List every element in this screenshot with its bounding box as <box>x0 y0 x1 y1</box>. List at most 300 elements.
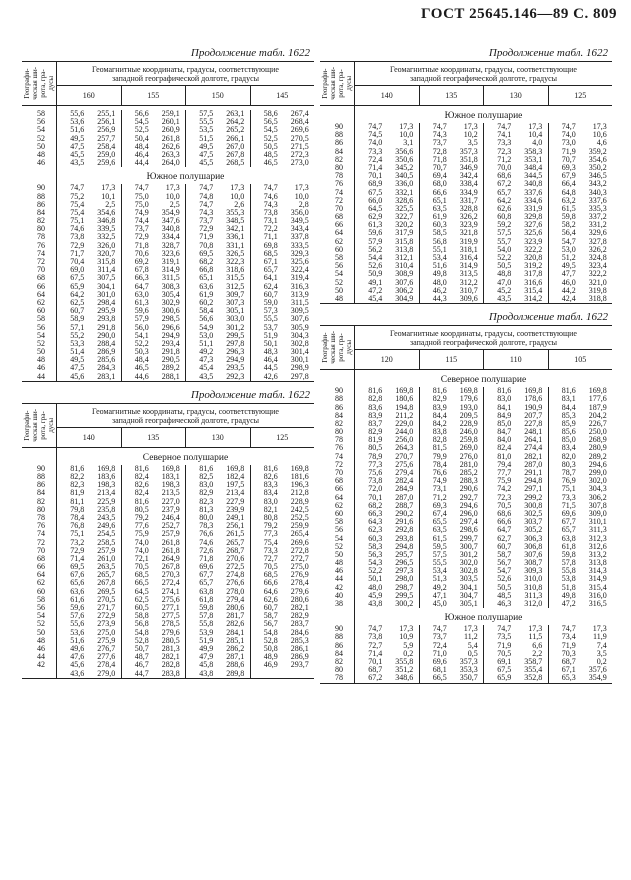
geomagnetic-longitude: 17,3 <box>528 122 543 131</box>
geomagnetic-longitude: 300,2 <box>395 599 414 608</box>
geomagnetic-longitude: 345,2 <box>395 162 414 172</box>
geomagnetic-latitude: 72,8 <box>432 146 447 156</box>
geomagnetic-latitude: 46,4 <box>134 149 149 159</box>
latitude-value: 58 <box>37 109 45 118</box>
geomagnetic-longitude: 305,1 <box>226 306 245 316</box>
longitude-cells <box>355 86 612 105</box>
geomagnetic-latitude: 50,5 <box>497 261 512 271</box>
geomagnetic-latitude: 74,6 <box>199 537 214 547</box>
geomagnetic-longitude: 312,6 <box>588 541 607 551</box>
geomagnetic-longitude: 350,7 <box>459 673 478 683</box>
value-pair <box>186 670 250 678</box>
geomagnetic-latitude: 57,9 <box>368 236 383 246</box>
value-column <box>250 465 315 678</box>
geomagnetic-longitude: 256,1 <box>226 521 245 531</box>
geomagnetic-latitude: 63,6 <box>199 281 214 291</box>
geomagnetic-longitude: 239,9 <box>226 504 245 514</box>
geomagnetic-longitude: 298,5 <box>161 314 180 324</box>
geomagnetic-longitude: 304,3 <box>290 330 309 340</box>
longitude-cell: 130 <box>483 86 548 105</box>
geomagnetic-longitude: 279,4 <box>395 468 414 477</box>
geomagnetic-latitude: 56,8 <box>134 619 149 629</box>
longitude-cell: 105 <box>548 350 613 369</box>
geomagnetic-longitude: 260,1 <box>161 117 180 127</box>
table-block <box>22 46 314 382</box>
geomagnetic-latitude: 61,3 <box>368 220 383 230</box>
longitude-header <box>57 404 314 447</box>
latitude-value: 46 <box>37 158 45 168</box>
geomagnetic-latitude: 73,0 <box>561 138 576 148</box>
geomagnetic-latitude: 73,4 <box>561 632 576 642</box>
table-body <box>320 106 612 303</box>
latitude-value: 50 <box>37 141 45 151</box>
geomagnetic-longitude: 17,3 <box>399 624 414 634</box>
geomagnetic-latitude: 63,0 <box>134 289 149 299</box>
geomagnetic-longitude: 342,1 <box>226 224 245 234</box>
geomagnetic-longitude: 302,5 <box>524 508 543 518</box>
geomagnetic-longitude: 283,7 <box>290 619 309 629</box>
geomagnetic-latitude: 55,8 <box>561 566 576 576</box>
geomagnetic-latitude: 80,8 <box>263 512 278 522</box>
value-pair <box>355 295 419 303</box>
geomagnetic-longitude: 297,8 <box>226 338 245 348</box>
geomagnetic-longitude: 281,0 <box>459 459 478 469</box>
geomagnetic-latitude: 55,7 <box>497 236 512 246</box>
geomagnetic-latitude: 52,6 <box>497 574 512 584</box>
longitude-cell: 140 <box>82 432 95 442</box>
geomagnetic-longitude: 269,0 <box>459 443 478 453</box>
value-pair <box>484 600 548 608</box>
geomagnetic-latitude: 45,0 <box>432 599 447 608</box>
geomagnetic-longitude: 259,8 <box>459 435 478 445</box>
table-header <box>22 404 314 448</box>
geomagnetic-longitude: 282,8 <box>161 660 180 670</box>
geomagnetic-longitude: 353,3 <box>459 665 478 675</box>
latitude-value: 84 <box>37 207 45 217</box>
latitude-value: 82 <box>335 656 343 666</box>
geomagnetic-longitude: 357,3 <box>459 656 478 666</box>
geomagnetic-longitude: 190,9 <box>524 402 543 412</box>
geomagnetic-longitude: 323,6 <box>161 248 180 258</box>
longitude-cell: 135 <box>121 428 186 447</box>
geomagnetic-latitude: 64,3 <box>368 517 383 527</box>
geomagnetic-longitude: 270,5 <box>290 133 309 143</box>
geomagnetic-latitude: 49,5 <box>561 261 576 271</box>
geomagnetic-longitude: 314,9 <box>161 265 180 275</box>
geomagnetic-latitude: 47,2 <box>368 285 383 295</box>
geomagnetic-longitude: 353,1 <box>524 154 543 164</box>
geomagnetic-longitude: 328,8 <box>459 203 478 213</box>
geomagnetic-latitude: 71,4 <box>70 553 85 563</box>
geomagnetic-latitude: 45,6 <box>70 660 85 670</box>
latitude-value: 38 <box>335 599 343 608</box>
geomagnetic-longitude: 280,5 <box>161 635 180 645</box>
table-header <box>320 62 612 106</box>
latitude-value: 90 <box>37 463 45 473</box>
geomagnetic-longitude: 335,3 <box>588 203 607 213</box>
geomagnetic-latitude: 65,7 <box>561 525 576 535</box>
geomagnetic-longitude: 329,8 <box>524 212 543 222</box>
geomagnetic-latitude: 84,9 <box>497 410 512 420</box>
value-pair <box>549 674 613 682</box>
geomagnetic-longitude: 325,5 <box>395 203 414 213</box>
geomagnetic-latitude: 74,3 <box>263 199 278 209</box>
geomagnetic-latitude: 59,0 <box>263 297 278 307</box>
geomagnetic-latitude: 52,2 <box>134 338 149 348</box>
geomagnetic-longitude: 308,3 <box>161 281 180 291</box>
latitude-value: 58 <box>335 517 343 527</box>
geomagnetic-longitude: 177,6 <box>588 394 607 404</box>
latitude-value: 78 <box>37 232 45 242</box>
value-column <box>121 465 186 678</box>
geomagnetic-latitude: 82,4 <box>134 488 149 498</box>
geomagnetic-latitude: 81,6 <box>561 386 576 396</box>
geomagnetic-longitude: 340,5 <box>395 171 414 181</box>
geomagnetic-latitude: 57,5 <box>497 228 512 238</box>
geomagnetic-latitude: 53,8 <box>561 574 576 584</box>
geomagnetic-latitude: 77,3 <box>263 529 278 539</box>
geomagnetic-longitude: 284,6 <box>290 627 309 637</box>
geomagnetic-longitude: 10,0 <box>165 191 180 201</box>
geomagnetic-longitude: 279,6 <box>161 627 180 637</box>
geomagnetic-latitude: 46,5 <box>263 158 278 168</box>
geomagnetic-longitude: 10,0 <box>230 191 245 201</box>
geomagnetic-latitude: 56,6 <box>199 314 214 324</box>
value-column <box>185 465 250 678</box>
geomagnetic-latitude: 81,9 <box>368 435 383 445</box>
geomagnetic-latitude: 62,6 <box>263 594 278 604</box>
geomagnetic-latitude: 45,6 <box>70 371 85 381</box>
latitude-value: 46 <box>37 643 45 653</box>
value-columns <box>355 106 612 303</box>
geomagnetic-latitude: 58,4 <box>199 306 214 316</box>
geomagnetic-longitude: 306,3 <box>524 533 543 543</box>
geomagnetic-latitude: 70,5 <box>497 648 512 658</box>
geomagnetic-latitude: 69,3 <box>561 162 576 172</box>
data-table <box>320 325 612 683</box>
geomagnetic-longitude: 259,1 <box>161 109 180 118</box>
geomagnetic-latitude: 74,7 <box>263 183 278 193</box>
latitude-value: 52 <box>335 541 343 551</box>
geomagnetic-latitude: 73,5 <box>497 632 512 642</box>
geomagnetic-longitude: 277,1 <box>161 603 180 612</box>
latitude-value: 48 <box>37 149 45 159</box>
header-span: Геомагнитные координаты, градусы, соответствующие западной географической долготе, градусы <box>355 62 612 86</box>
geomagnetic-longitude: 339,5 <box>97 224 116 234</box>
geomagnetic-latitude: 81,1 <box>70 496 85 506</box>
geomagnetic-latitude: 74,3 <box>432 130 447 140</box>
geomagnetic-latitude: 74,7 <box>199 183 214 193</box>
geomagnetic-latitude: 65,1 <box>432 195 447 205</box>
latitude-value: 80 <box>335 162 343 172</box>
geomagnetic-latitude: 47,5 <box>70 141 85 151</box>
geomagnetic-longitude: 288,1 <box>161 371 180 381</box>
geomagnetic-longitude: 6,6 <box>532 640 543 650</box>
geomagnetic-latitude: 72,6 <box>199 545 214 555</box>
geomagnetic-latitude: 74,2 <box>497 484 512 494</box>
geomagnetic-longitude: 304,9 <box>395 293 414 303</box>
geomagnetic-latitude: 71,9 <box>561 146 576 156</box>
left-column <box>22 46 314 679</box>
latitude-value: 46 <box>335 566 343 576</box>
geomagnetic-latitude: 67,1 <box>561 665 576 675</box>
geomagnetic-latitude: 50,5 <box>263 141 278 151</box>
latitude-value: 78 <box>335 673 343 683</box>
geomagnetic-longitude: 4,0 <box>532 138 543 148</box>
geomagnetic-latitude: 61,5 <box>561 203 576 213</box>
geomagnetic-longitude: 268,5 <box>226 158 245 168</box>
geomagnetic-latitude: 67,5 <box>368 187 383 197</box>
geomagnetic-longitude: 259,9 <box>290 521 309 531</box>
geomagnetic-longitude: 315,5 <box>226 273 245 283</box>
latitude-value: 46 <box>37 363 45 373</box>
geomagnetic-longitude: 277,5 <box>161 611 180 621</box>
section-grid <box>355 374 612 682</box>
geomagnetic-latitude: 64,5 <box>134 586 149 596</box>
geomagnetic-longitude: 17,3 <box>463 122 478 131</box>
geomagnetic-latitude: 68,6 <box>497 171 512 181</box>
latitude-value: 74 <box>335 451 343 461</box>
geomagnetic-latitude: 55,2 <box>70 330 85 340</box>
geomagnetic-latitude: 67,6 <box>70 570 85 580</box>
geomagnetic-longitude: 305,4 <box>161 289 180 299</box>
geomagnetic-longitude: 300,6 <box>161 306 180 316</box>
geomagnetic-longitude: 311,5 <box>162 273 180 283</box>
geomagnetic-latitude: 59,6 <box>70 603 85 612</box>
geomagnetic-longitude: 261,0 <box>97 553 116 563</box>
geomagnetic-latitude: 43,8 <box>199 668 214 678</box>
geomagnetic-latitude: 54,1 <box>134 330 149 340</box>
geomagnetic-latitude: 71,2 <box>497 154 512 164</box>
geomagnetic-longitude: 297,4 <box>459 517 478 527</box>
geomagnetic-latitude: 59,2 <box>497 220 512 230</box>
geomagnetic-longitude: 179,6 <box>459 394 478 404</box>
geomagnetic-latitude: 66,3 <box>368 508 383 518</box>
geomagnetic-latitude: 64,2 <box>497 195 512 205</box>
geomagnetic-longitude: 297,3 <box>395 566 414 576</box>
table-caption: Продолжение табл. 1622 <box>488 47 608 59</box>
geomagnetic-longitude: 313,8 <box>588 558 607 568</box>
geomagnetic-longitude: 357,3 <box>459 146 478 156</box>
geomagnetic-latitude: 45,9 <box>368 590 383 600</box>
section-header: Южное полушарие <box>444 613 523 624</box>
geomagnetic-longitude: 293,4 <box>161 338 180 348</box>
geomagnetic-latitude: 48,4 <box>134 141 149 151</box>
geomagnetic-longitude: 279,4 <box>226 594 245 604</box>
section-grid <box>57 110 314 381</box>
geomagnetic-latitude: 49,6 <box>70 643 85 653</box>
geomagnetic-latitude: 43,8 <box>368 599 383 608</box>
geomagnetic-latitude: 70,3 <box>561 648 576 658</box>
geomagnetic-latitude: 82,4 <box>497 443 512 453</box>
geomagnetic-latitude: 55,6 <box>70 619 85 629</box>
geomagnetic-latitude: 75,1 <box>561 484 576 494</box>
geomagnetic-latitude: 61,8 <box>199 594 214 604</box>
geomagnetic-latitude: 85,6 <box>561 427 576 437</box>
geomagnetic-longitude: 323,4 <box>588 261 607 271</box>
geomagnetic-latitude: 65,9 <box>497 673 512 683</box>
geomagnetic-longitude: 275,0 <box>290 562 309 572</box>
geomagnetic-latitude: 54,8 <box>134 627 149 637</box>
geomagnetic-latitude: 83,0 <box>263 496 278 506</box>
geomagnetic-latitude: 50,1 <box>263 338 278 348</box>
geomagnetic-longitude: 290,5 <box>161 355 180 365</box>
geomagnetic-longitude: 263,3 <box>161 149 180 159</box>
geomagnetic-longitude: 262,6 <box>161 141 180 151</box>
latitude-value: 84 <box>335 410 343 420</box>
longitude-header <box>57 62 314 105</box>
latitude-value: 56 <box>37 603 45 612</box>
latitude-value: 88 <box>37 472 45 481</box>
geomagnetic-latitude: 69,2 <box>134 257 149 266</box>
geomagnetic-latitude: 49,8 <box>561 590 576 600</box>
value-pair <box>122 670 186 678</box>
latitude-value: 82 <box>335 154 343 164</box>
geomagnetic-latitude: 72,9 <box>70 545 85 555</box>
geomagnetic-longitude: 340,8 <box>161 224 180 234</box>
geomagnetic-longitude: 294,9 <box>161 330 180 340</box>
latitude-value: 88 <box>335 394 343 404</box>
geomagnetic-latitude: 64,2 <box>70 289 85 299</box>
longitude-cell: 135 <box>419 86 484 105</box>
geomagnetic-latitude: 82,4 <box>134 472 149 481</box>
geomagnetic-longitude: 303,7 <box>524 517 543 527</box>
geomagnetic-longitude: 310,4 <box>395 261 414 271</box>
geomagnetic-longitude: 307,3 <box>226 297 245 307</box>
geomagnetic-longitude: 271,5 <box>290 141 309 151</box>
geomagnetic-latitude: 55,5 <box>432 558 447 568</box>
geomagnetic-longitude: 272,4 <box>161 578 180 588</box>
geomagnetic-latitude: 73,2 <box>70 537 85 547</box>
geomagnetic-latitude: 77,6 <box>134 521 149 531</box>
geomagnetic-longitude: 259,0 <box>97 149 116 159</box>
latitude-value: 58 <box>37 594 45 604</box>
geomagnetic-latitude: 53,0 <box>561 244 576 254</box>
geomagnetic-longitude: 284,1 <box>226 627 245 637</box>
geomagnetic-longitude: 288,7 <box>395 500 414 510</box>
geomagnetic-longitude: 263,5 <box>97 562 116 572</box>
geomagnetic-longitude: 10,4 <box>528 130 543 140</box>
geomagnetic-longitude: 331,9 <box>524 203 543 213</box>
geomagnetic-latitude: 66,5 <box>432 673 447 683</box>
geomagnetic-latitude: 73,8 <box>70 232 85 242</box>
geomagnetic-longitude: 289,2 <box>588 451 607 461</box>
geomagnetic-latitude: 77,3 <box>368 459 383 469</box>
geomagnetic-longitude: 17,3 <box>399 122 414 131</box>
geomagnetic-latitude: 42,4 <box>561 293 576 303</box>
geomagnetic-latitude: 59,6 <box>134 306 149 316</box>
latitude-value: 62 <box>335 500 343 510</box>
geomagnetic-latitude: 45,5 <box>199 158 214 168</box>
geomagnetic-longitude: 302,0 <box>459 558 478 568</box>
geomagnetic-latitude: 70,4 <box>70 257 85 266</box>
geomagnetic-longitude: 264,0 <box>161 158 180 168</box>
geomagnetic-latitude: 83,4 <box>561 443 576 453</box>
latitude-value: 66 <box>335 220 343 230</box>
geomagnetic-longitude: 212,8 <box>290 488 309 498</box>
geomagnetic-latitude: 68,2 <box>368 500 383 510</box>
geomagnetic-latitude: 72,3 <box>497 492 512 502</box>
geomagnetic-latitude: 74,7 <box>199 199 214 209</box>
geomagnetic-longitude: 268,9 <box>588 435 607 445</box>
geomagnetic-longitude: 303,5 <box>459 574 478 584</box>
latitude-value: 70 <box>37 265 45 275</box>
latitude-value: 50 <box>37 347 45 357</box>
geomagnetic-longitude: 297,8 <box>290 371 309 381</box>
geomagnetic-latitude: 74,7 <box>368 122 383 131</box>
geomagnetic-latitude: 74,7 <box>497 122 512 131</box>
geomagnetic-latitude: 82,2 <box>70 472 85 481</box>
geomagnetic-latitude: 83,4 <box>263 488 278 498</box>
geomagnetic-latitude: 52,8 <box>134 635 149 645</box>
geomagnetic-longitude: 290,2 <box>395 508 414 518</box>
geomagnetic-latitude: 44,6 <box>134 371 149 381</box>
latitude-value: 82 <box>37 496 45 506</box>
geomagnetic-latitude: 71,4 <box>368 162 383 172</box>
geomagnetic-latitude: 81,6 <box>199 463 214 473</box>
geomagnetic-longitude: 304,3 <box>588 484 607 494</box>
geomagnetic-latitude: 59,8 <box>561 549 576 559</box>
latitude-value: 56 <box>37 117 45 127</box>
geomagnetic-longitude: 326,2 <box>588 244 607 254</box>
geomagnetic-latitude: 67,8 <box>134 265 149 275</box>
geomagnetic-longitude: 290,6 <box>459 484 478 494</box>
geomagnetic-latitude: 82,6 <box>263 472 278 481</box>
geomagnetic-longitude: 344,5 <box>524 171 543 181</box>
latitude-value: 64 <box>37 570 45 580</box>
longitude-header <box>355 326 612 369</box>
geomagnetic-longitude: 282,6 <box>226 619 245 629</box>
geomagnetic-longitude: 333,5 <box>290 240 309 250</box>
value-pair <box>420 295 484 303</box>
geomagnetic-latitude: 43,6 <box>70 668 85 678</box>
geomagnetic-longitude: 320,7 <box>97 248 116 258</box>
latitude-value: 82 <box>37 216 45 226</box>
geomagnetic-latitude: 70,8 <box>199 240 214 250</box>
geomagnetic-longitude: 278,5 <box>161 619 180 629</box>
geomagnetic-longitude: 313,8 <box>395 244 414 254</box>
geomagnetic-longitude: 263,1 <box>226 109 245 118</box>
geomagnetic-latitude: 80,5 <box>134 504 149 514</box>
latitude-value: 42 <box>335 582 343 592</box>
value-pair <box>251 159 315 167</box>
latitude-value: 78 <box>37 512 45 522</box>
value-pair <box>484 674 548 682</box>
geomagnetic-longitude: 287,0 <box>524 459 543 469</box>
geomagnetic-longitude: 275,9 <box>97 635 116 645</box>
geomagnetic-latitude: 49,8 <box>432 269 447 279</box>
geomagnetic-longitude: 310,8 <box>524 582 543 592</box>
geomagnetic-longitude: 348,6 <box>395 673 414 683</box>
geomagnetic-latitude: 44,2 <box>561 285 576 295</box>
geomagnetic-latitude: 44,7 <box>134 668 149 678</box>
latitude-value: 74 <box>37 248 45 258</box>
header-span: Геомагнитные координаты, градусы, соответствующие западной географической долготе, градусы <box>57 404 314 428</box>
section-grid <box>57 452 314 678</box>
value-column <box>57 184 121 381</box>
latitude-value: 58 <box>335 253 343 262</box>
longitude-cell: 120 <box>380 355 393 365</box>
geomagnetic-longitude: 183,6 <box>97 472 116 481</box>
geomagnetic-latitude: 56,7 <box>497 558 512 568</box>
geomagnetic-longitude: 309,7 <box>226 289 245 299</box>
geomagnetic-longitude: 261,8 <box>161 537 180 547</box>
header-span: Геомагнитные координаты, градусы, соответствующие западной географической долготе, градусы <box>355 326 612 350</box>
geomagnetic-latitude: 51,3 <box>432 574 447 584</box>
geomagnetic-latitude: 72,7 <box>263 553 278 563</box>
geomagnetic-latitude: 78,7 <box>561 468 576 477</box>
geomagnetic-latitude: 46,2 <box>432 285 447 295</box>
